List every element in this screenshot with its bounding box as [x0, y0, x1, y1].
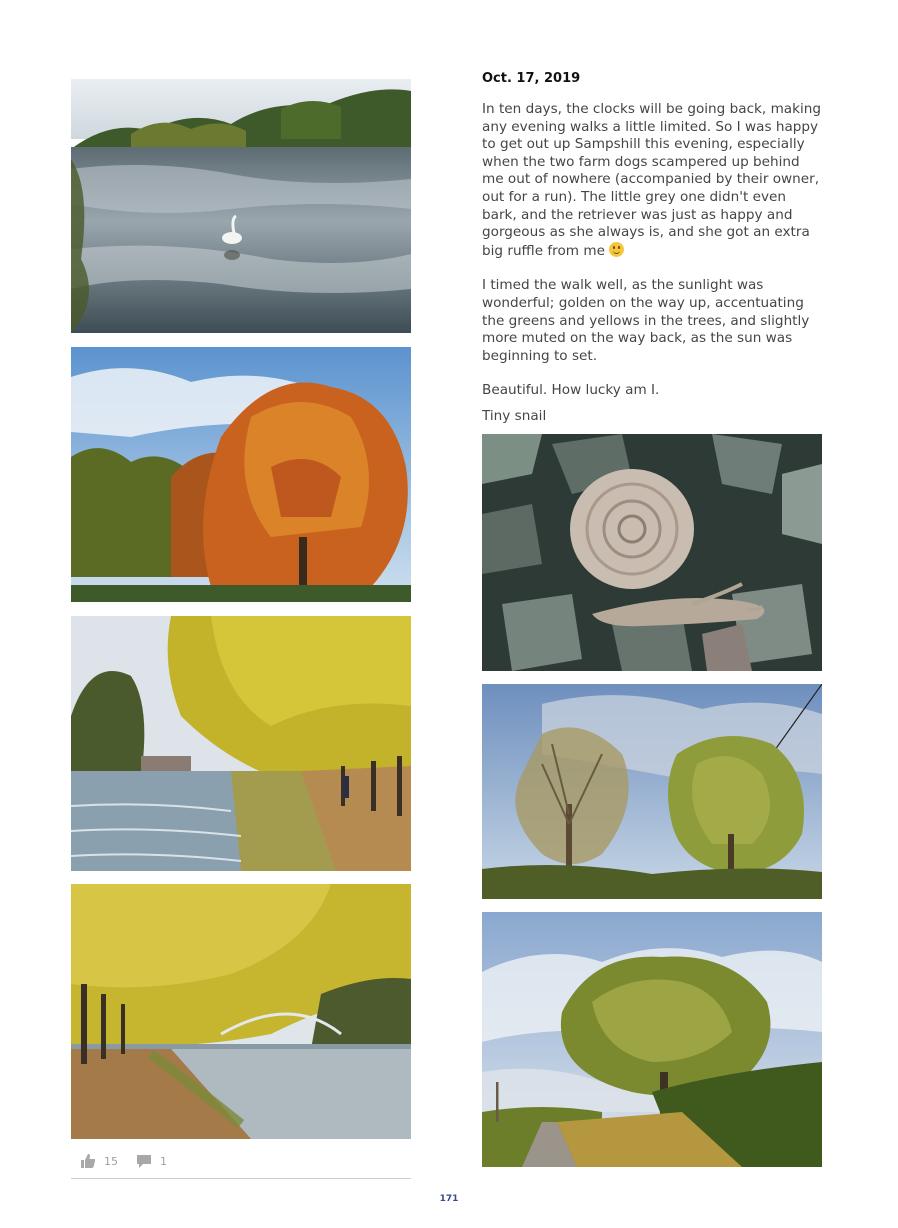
photo-canal-avenue — [71, 616, 411, 871]
post-stats — [80, 1152, 185, 1170]
comments-count: 1 — [160, 1154, 167, 1168]
thumbs-up-icon[interactable] — [80, 1153, 96, 1169]
photo-two-trees — [482, 684, 822, 899]
photo-riverside-path — [71, 884, 411, 1139]
photo-snail — [482, 434, 822, 671]
comment-icon[interactable] — [136, 1153, 152, 1169]
post-body — [482, 101, 824, 417]
photo-country-lane — [482, 912, 822, 1167]
likes-count: 15 — [104, 1154, 118, 1168]
photo-caption: Tiny snail — [482, 408, 547, 424]
stats-divider — [71, 1178, 411, 1179]
photo-swan-lake — [71, 79, 411, 333]
smiling-face-icon — [609, 242, 624, 257]
post-paragraph-2: I timed the walk well, as the sunlight was wonderful; golden on the way up, accentuating the greens and yellows in the trees, and slightly more muted on the way back, as the sun was beginning to set. — [482, 277, 810, 364]
photo-autumn-tree — [71, 347, 411, 602]
page-number: 171 — [439, 1194, 459, 1204]
post-paragraph-3: Beautiful. How lucky am I. — [482, 382, 660, 399]
post-paragraph-1 — [482, 101, 824, 260]
post-date: Oct. 17, 2019 — [482, 71, 581, 86]
post-paragraph-1-text: In ten days, the clocks will be going back, making any evening walks a little limited. So I was happy to get out up Sampshill this evening, especially when the two farm dogs scampered up behind me out of nowhere (accompanied by their owner, out for a run). The little grey one didn't even bark, and the retriever was just as happy and gorgeous as she always is, and she got an extra big ruffle from me — [482, 101, 822, 259]
